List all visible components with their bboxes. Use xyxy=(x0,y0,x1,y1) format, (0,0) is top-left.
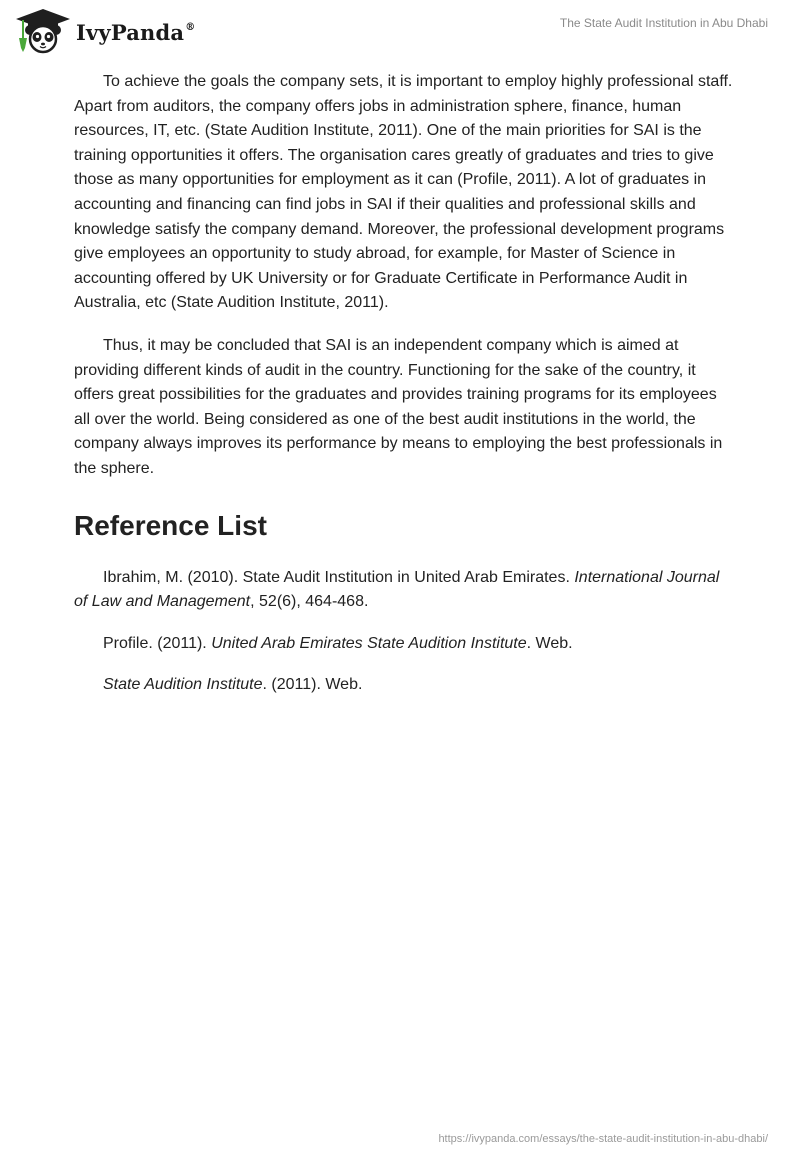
source-url[interactable]: https://ivypanda.com/essays/the-state-audit-institution-in-abu-dhabi/ xyxy=(438,1133,768,1145)
page-header xyxy=(0,0,800,60)
document-title: The State Audit Institution in Abu Dhabi xyxy=(559,16,768,30)
reference-text: . Web. xyxy=(526,634,573,652)
reference-text: . (2011). Web. xyxy=(262,676,363,694)
reference-item xyxy=(74,632,734,657)
reference-text: , 52(6), 464-468. xyxy=(250,593,369,611)
reference-item xyxy=(74,673,734,698)
reference-list-heading: Reference List xyxy=(74,509,267,541)
reference-source-title: United Arab Emirates State Audition Institute xyxy=(211,634,527,652)
reference-text: Ibrahim, M. (2010). State Audit Institution in United Arab Emirates. xyxy=(103,568,575,586)
ivypanda-logo[interactable] xyxy=(14,8,195,54)
body-paragraph: Thus, it may be concluded that SAI is an independent company which is aimed at providing different kinds of audit in the country. Functioning for the sake of the country, it offers great possibilities for the graduates and provides training programs for its employees all over the world. Being considered as one of the best audit institutions in the world, the company always improves its performance by means to employing the best professionals in the sphere. xyxy=(74,336,723,477)
reference-item xyxy=(74,566,734,615)
body-paragraph: To achieve the goals the company sets, it is important to employ highly professional staff. Apart from auditors, the company offers jobs in administration sphere, finance, human resources, IT, etc. (State Audition Institute, 2011). One of the main priorities for SAI is the training opportunities it offers. The organisation cares greatly of graduates and tries to give those as many opportunities for employment as it can (Profile, 2011). A lot of graduates in accounting and financing can find jobs in SAI if their qualities and professional skills and knowledge satisfy the company demand. Moreover, the professional development programs give employees an opportunity to study abroad, for example, for Master of Science in accounting offered by UK University or for Graduate Certificate in Performance Audit in Australia, etc (State Audition Institute, 2011). xyxy=(74,73,733,312)
reference-source-title: State Audition Institute xyxy=(103,676,263,694)
brand-name: IvyPanda® xyxy=(76,19,196,45)
panda-graduate-icon xyxy=(14,8,72,54)
reference-source-title: International Journal of Law and Management xyxy=(74,568,720,611)
registered-mark: ® xyxy=(185,21,196,33)
reference-text: Profile. (2011). xyxy=(103,634,212,652)
essay-content xyxy=(74,70,734,715)
